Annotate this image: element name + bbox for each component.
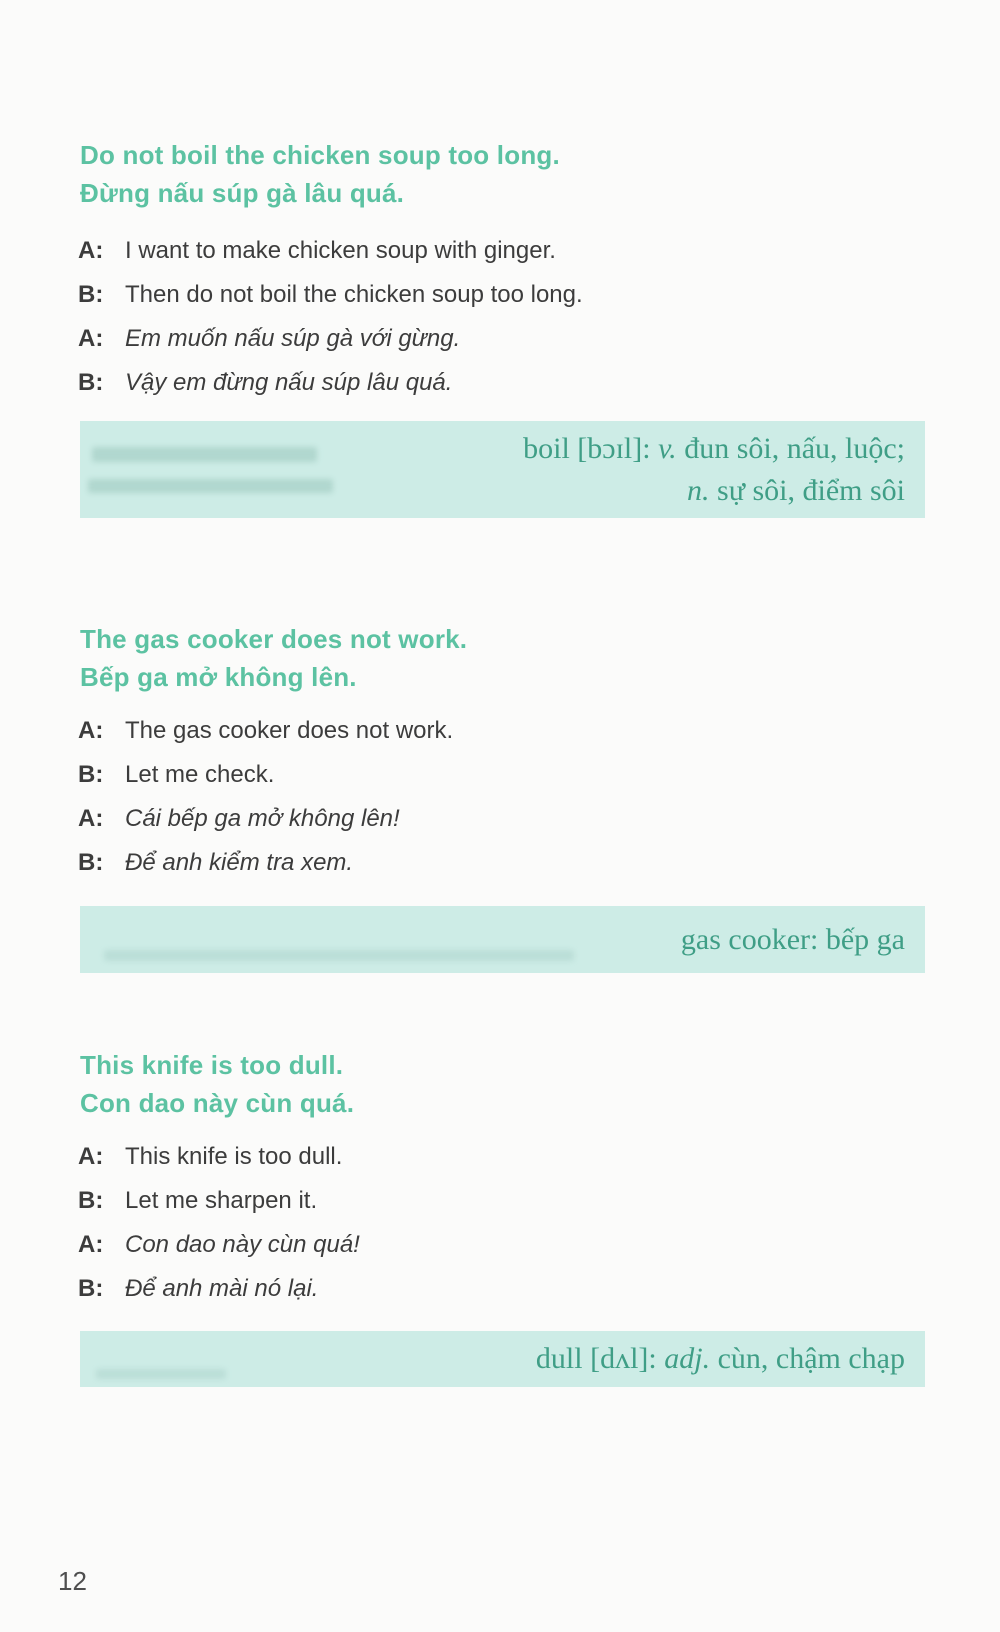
section-1-title	[80, 136, 560, 212]
vocab-word: boil [bɔɪl]:	[523, 431, 659, 465]
vocab-box-boil	[80, 421, 925, 518]
dialogue-text: Let me check.	[125, 761, 275, 788]
speaker-label: A:	[78, 805, 104, 832]
dialogue-row	[78, 1230, 938, 1260]
vocab-line	[80, 919, 905, 961]
speaker-label: A:	[78, 325, 104, 352]
section-title-vi: Đừng nấu súp gà lâu quá.	[80, 178, 405, 208]
speaker-label: B:	[78, 369, 104, 396]
speaker-label: A:	[78, 1143, 104, 1170]
section-1-dialogue	[78, 236, 938, 412]
vocab-line	[80, 1338, 905, 1380]
vocab-meaning: sự sôi, điểm sôi	[709, 473, 905, 507]
section-title-vi: Con dao này cùn quá.	[80, 1088, 355, 1118]
section-title-en: Do not boil the chicken soup too long.	[80, 140, 560, 170]
dialogue-row	[78, 368, 938, 398]
section-3-dialogue	[78, 1142, 938, 1318]
dialogue-text: Em muốn nấu súp gà với gừng.	[125, 325, 461, 352]
speaker-label: B:	[78, 1275, 104, 1302]
dialogue-row	[78, 1274, 938, 1304]
page-number: 12	[58, 1566, 87, 1596]
dialogue-text: I want to make chicken soup with ginger.	[125, 237, 556, 264]
section-title-en: The gas cooker does not work.	[80, 624, 468, 654]
dialogue-row	[78, 848, 938, 878]
speaker-label: A:	[78, 717, 104, 744]
section-2-title	[80, 620, 467, 696]
vocab-meaning: cùn, chậm chạp	[710, 1342, 905, 1375]
vocab-meaning: đun sôi, nấu, luộc;	[676, 431, 905, 465]
speaker-label: B:	[78, 1187, 104, 1214]
section-title-en: This knife is too dull.	[80, 1050, 344, 1080]
vocab-pos: v.	[658, 431, 677, 465]
dialogue-row	[78, 236, 938, 266]
vocab-line	[80, 470, 905, 512]
dialogue-text: Then do not boil the chicken soup too long.	[125, 281, 583, 308]
dialogue-text: Con dao này cùn quá!	[125, 1231, 360, 1258]
dialogue-text: Cái bếp ga mở không lên!	[125, 805, 400, 832]
section-3-title	[80, 1046, 354, 1122]
dialogue-row	[78, 1142, 938, 1172]
dialogue-text: Vậy em đừng nấu súp lâu quá.	[125, 369, 453, 396]
dialogue-row	[78, 324, 938, 354]
speaker-label: B:	[78, 281, 104, 308]
vocab-word: gas cooker: bếp ga	[680, 922, 905, 956]
dialogue-row	[78, 804, 938, 834]
speaker-label: B:	[78, 761, 104, 788]
dialogue-text: Để anh mài nó lại.	[125, 1275, 319, 1302]
section-title-vi: Bếp ga mở không lên.	[80, 662, 357, 692]
dialogue-text: This knife is too dull.	[125, 1143, 343, 1170]
dialogue-row	[78, 760, 938, 790]
vocab-pos: n.	[687, 473, 710, 507]
speaker-label: A:	[78, 1231, 104, 1258]
dialogue-row	[78, 716, 938, 746]
section-2-dialogue	[78, 716, 938, 892]
vocab-box-dull	[80, 1331, 925, 1387]
vocab-word: dull [dʌl]:	[535, 1342, 665, 1375]
vocab-pos: adj.	[664, 1342, 711, 1375]
vocab-line	[80, 428, 905, 470]
dialogue-row	[78, 280, 938, 310]
dialogue-text: Để anh kiểm tra xem.	[125, 849, 354, 876]
dialogue-row	[78, 1186, 938, 1216]
speaker-label: A:	[78, 237, 104, 264]
vocab-box-gas-cooker	[80, 906, 925, 973]
speaker-label: B:	[78, 849, 104, 876]
dialogue-text: Let me sharpen it.	[125, 1187, 318, 1214]
dialogue-text: The gas cooker does not work.	[125, 717, 454, 744]
